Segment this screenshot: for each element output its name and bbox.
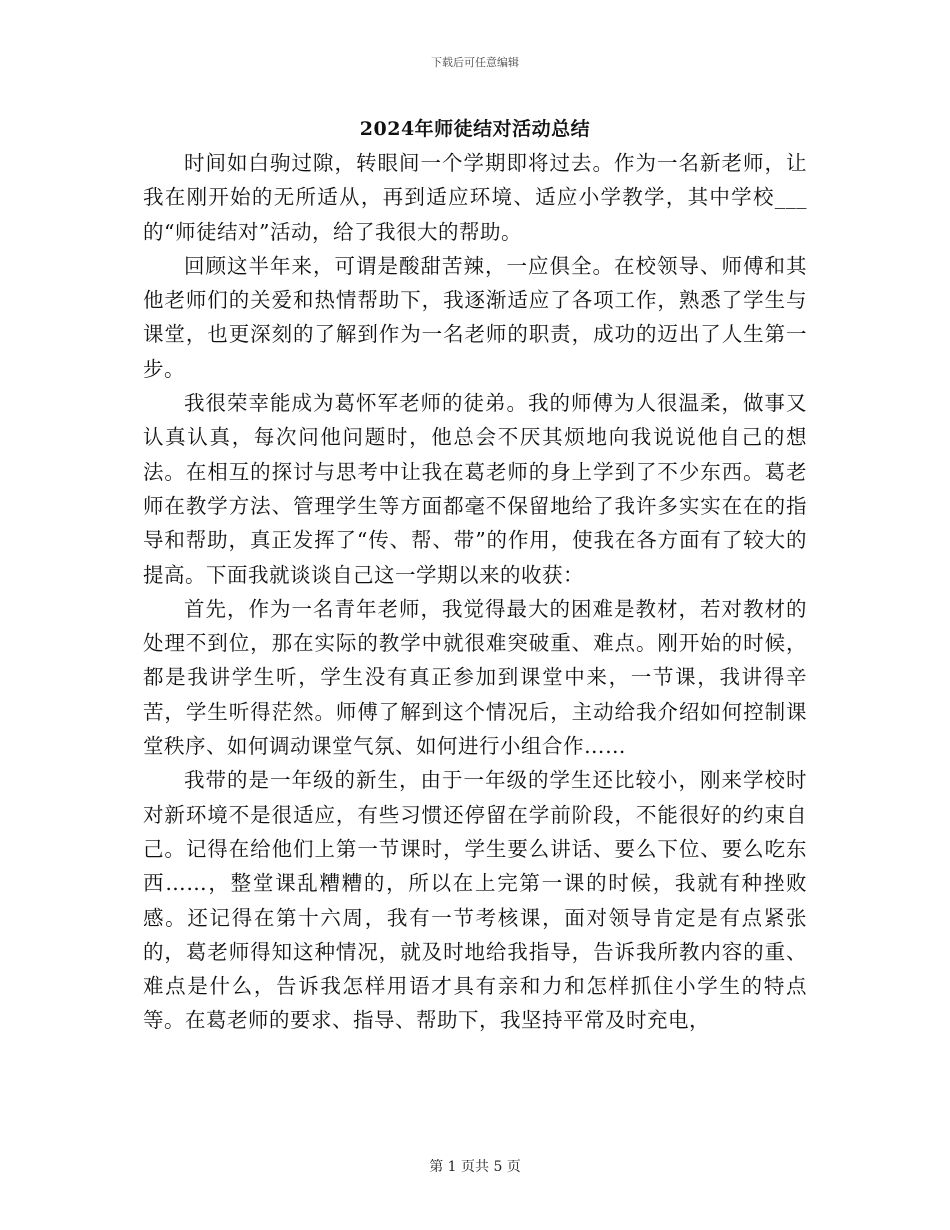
paragraph: 我很荣幸能成为葛怀军老师的徒弟。我的师傅为人很温柔，做事又认真认真，每次问他问题时，他总会不厌其烦地向我说说他自己的想法。在相互的探讨与思考中让我在葛老师的身上学到了不少东西。葛老师在教学方法、管理学生等方面都毫不保留地给了我许多实实在在的指导和帮助，真正发挥了“传、帮、带”的作用，使我在各方面有了较大的提高。下面我就谈谈自己这一学期以来的收获：	[143, 391, 807, 587]
paragraph: 我带的是一年级的新生，由于一年级的学生还比较小，刚来学校时对新环境不是很适应，有些习惯还停留在学前阶段，不能很好的约束自己。记得在给他们上第一节课时，学生要么讲话、要么下位、要么吃东西……，整堂课乱糟糟的，所以在上完第一课的时候，我就有种挫败感。还记得在第十六周，我有一节考核课，面对领导肯定是有点紧张的，葛老师得知这种情况，就及时地给我指导，告诉我所教内容的重、难点是什么，告诉我怎样用语才具有亲和力和怎样抓住小学生的特点等。在葛老师的要求、指导、帮助下，我坚持平常及时充电，	[143, 768, 807, 1033]
document-body	[143, 146, 807, 1038]
paragraph: 回顾这半年来，可谓是酸甜苦辣，一应俱全。在校领导、师傅和其他老师们的关爱和热情帮助下，我逐渐适应了各项工作，熟悉了学生与课堂，也更深刻的了解到作为一名老师的职责，成功的迈出了人生第一步。	[143, 253, 807, 381]
paragraph: 时间如白驹过隙，转眼间一个学期即将过去。作为一名新老师，让我在刚开始的无所适从，再到适应环境、适应小学教学，其中学校___的“师徒结对”活动，给了我很大的帮助。	[143, 151, 807, 244]
page-number: 第 1 页共 5 页	[429, 1159, 521, 1175]
paragraph: 首先，作为一名青年老师，我觉得最大的困难是教材，若对教材的处理不到位，那在实际的教学中就很难突破重、难点。刚开始的时候，都是我讲学生听，学生没有真正参加到课堂中来，一节课，我讲得辛苦，学生听得茫然。师傅了解到这个情况后，主动给我介绍如何控制课堂秩序、如何调动课堂气氛、如何进行小组合作……	[143, 596, 807, 759]
header-note: 下载后可任意编辑	[431, 56, 519, 69]
document-title: 2024年师徒结对活动总结	[359, 118, 591, 140]
